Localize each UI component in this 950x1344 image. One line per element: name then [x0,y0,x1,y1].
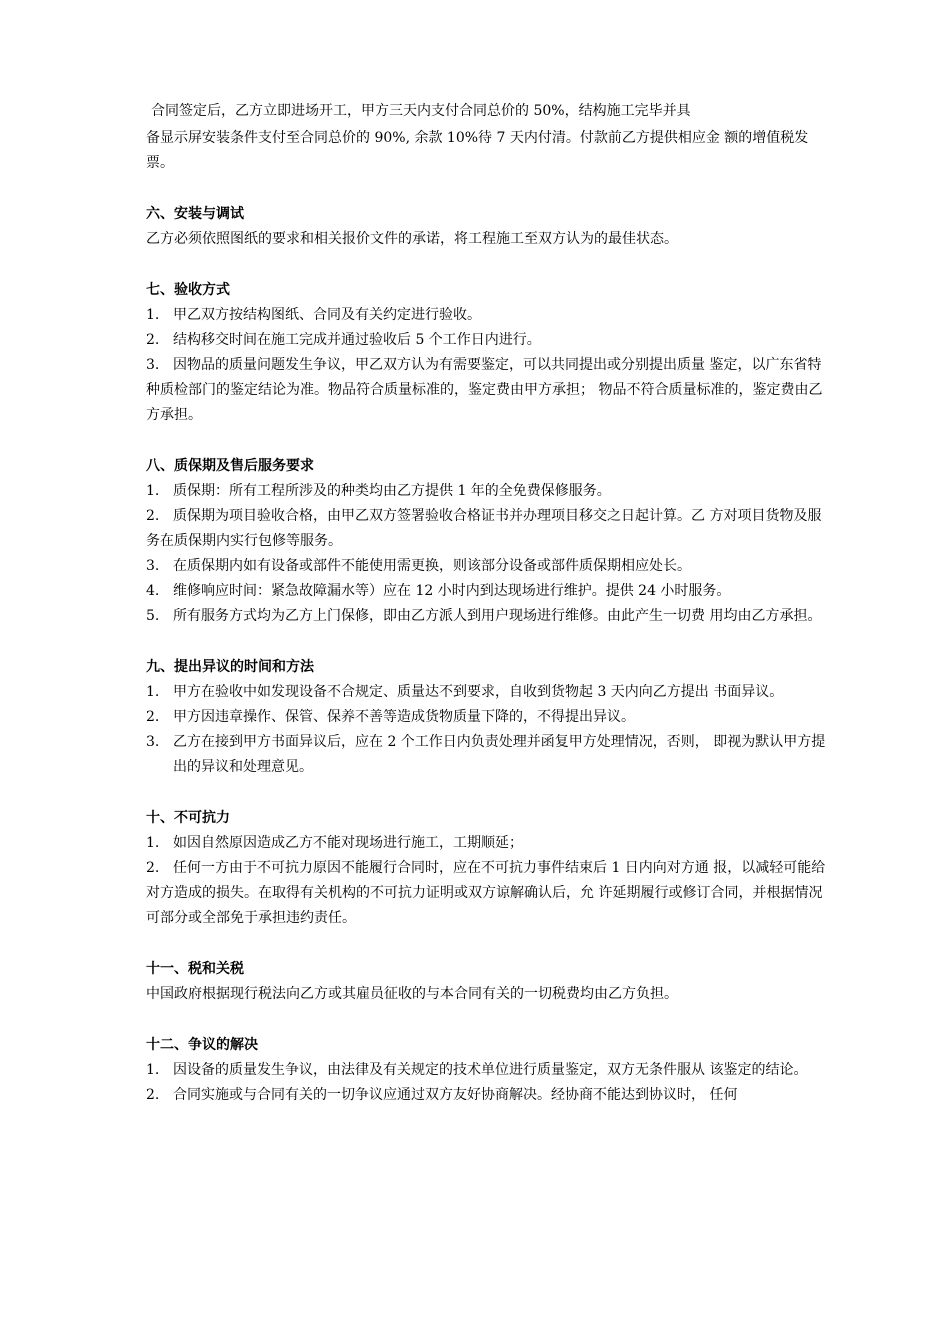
list-item-text: 因设备的质量发生争议，由法律及有关规定的技术单位进行质量鉴定，双方无条件服从 该鉴定的结论。 [173,1062,808,1078]
list-item-number: 2. [146,1087,160,1103]
list-item-number: 3. [146,734,160,750]
section-heading-objection: 九、提出异议的时间和方法 [146,659,314,675]
list-item [146,479,830,504]
list-item [146,856,830,931]
section-heading-installation: 六、安装与调试 [146,206,244,222]
list-item-text: 如因自然原因造成乙方不能对现场进行施工，工期顺延； [173,835,523,851]
list-item-number: 1. [146,684,160,700]
list-item [146,680,830,705]
section-heading-disputes: 十二、争议的解决 [146,1037,258,1053]
list-item-text: 在质保期内如有设备或部件不能使用需更换，则该部分设备或部件质保期相应处长。 [173,558,691,574]
intro-paragraph-line1: 合同签定后，乙方立即进场开工，甲方三天内支付合同总价的 50%，结构施工完毕并具 [151,103,691,119]
section-body-installation: 乙方必须依照图纸的要求和相关报价文件的承诺，将工程施工至双方认为的最佳状态。 [146,231,678,247]
section-heading-taxes: 十一、税和关税 [146,961,244,977]
list-item-text: 质保期为项目验收合格，由甲乙双方签署验收合格证书并办理项目移交之日起计算。乙 方对项目货物及服务在质保期内实行包修等服务。 [146,508,822,549]
list-item [146,554,830,579]
list-item [146,303,830,328]
list-item-text: 因物品的质量问题发生争议，甲乙双方认为有需要鉴定，可以共同提出或分别提出质量 鉴定，以广东省特种质检部门的鉴定结论为准。物品符合质量标准的，鉴定费由甲方承担； 物品不符合质量标准的，鉴定费由乙方承担。 [146,357,823,423]
list-item-number: 2. [146,508,160,524]
list-item [146,353,830,428]
list-item-number: 5. [146,608,160,624]
list-item-text: 甲方在验收中如发现设备不合规定、质量达不到要求，自收到货物起 3 天内向乙方提出 书面异议。 [173,684,784,700]
list-item-text: 甲乙双方按结构图纸、合同及有关约定进行验收。 [173,307,481,323]
list-item-text: 结构移交时间在施工完成并通过验收后 5 个工作日内进行。 [173,332,541,348]
section-heading-acceptance: 七、验收方式 [146,282,230,298]
list-item-number: 4. [146,583,160,599]
list-item-text: 维修响应时间：紧急故障漏水等）应在 12 小时内到达现场进行维护。提供 24 小时服务。 [173,583,731,599]
section-heading-warranty: 八、质保期及售后服务要求 [146,458,314,474]
list-item-text: 乙方在接到甲方书面异议后，应在 2 个工作日内负责处理并函复甲方处理情况，否则， 即视为默认甲方提出的异议和处理意见。 [173,734,826,775]
list-item-number: 2. [146,709,160,725]
list-item [146,328,830,353]
list-item-number: 1. [146,483,160,499]
list-item [146,504,830,554]
list-item-number: 1. [146,307,160,323]
list-item [146,1083,830,1108]
list-item-text: 甲方因违章操作、保管、保养不善等造成货物质量下降的，不得提出异议。 [173,709,635,725]
list-item [146,579,830,604]
document-body [146,96,830,1108]
list-item [146,1058,830,1083]
list-item-text: 质保期：所有工程所涉及的种类均由乙方提供 1 年的全免费保修服务。 [173,483,611,499]
list-item-number: 2. [146,332,160,348]
list-item [146,604,830,629]
section-body-taxes: 中国政府根据现行税法向乙方或其雇员征收的与本合同有关的一切税费均由乙方负担。 [146,986,678,1002]
list-item [146,831,830,856]
list-item-number: 3. [146,558,160,574]
list-item-number: 1. [146,1062,160,1078]
list-item-text: 所有服务方式均为乙方上门保修，即由乙方派人到用户现场进行维修。由此产生一切费 用均由乙方承担。 [173,608,822,624]
list-item-text: 任何一方由于不可抗力原因不能履行合同时，应在不可抗力事件结束后 1 日内向对方通 报，以减轻可能给对方造成的损失。在取得有关机构的不可抗力证明或双方谅解确认后，允 许延期履行或修订合同，并根据情况可部分或全部免于承担违约责任。 [146,860,826,926]
list-item-number: 2. [146,860,160,876]
intro-paragraph-continued: 备显示屏安装条件支付至合同总价的 90%, 余款 10%待 7 天内付清。付款前乙方提供相应金 额的增值税发票。 [146,130,809,171]
list-item-number: 1. [146,835,160,851]
list-item-number: 3. [146,357,160,373]
section-heading-force-majeure: 十、不可抗力 [146,810,230,826]
list-item [146,730,830,780]
list-item [146,705,830,730]
list-item-text: 合同实施或与合同有关的一切争议应通过双方友好协商解决。经协商不能达到协议时， 任何 [173,1087,738,1103]
